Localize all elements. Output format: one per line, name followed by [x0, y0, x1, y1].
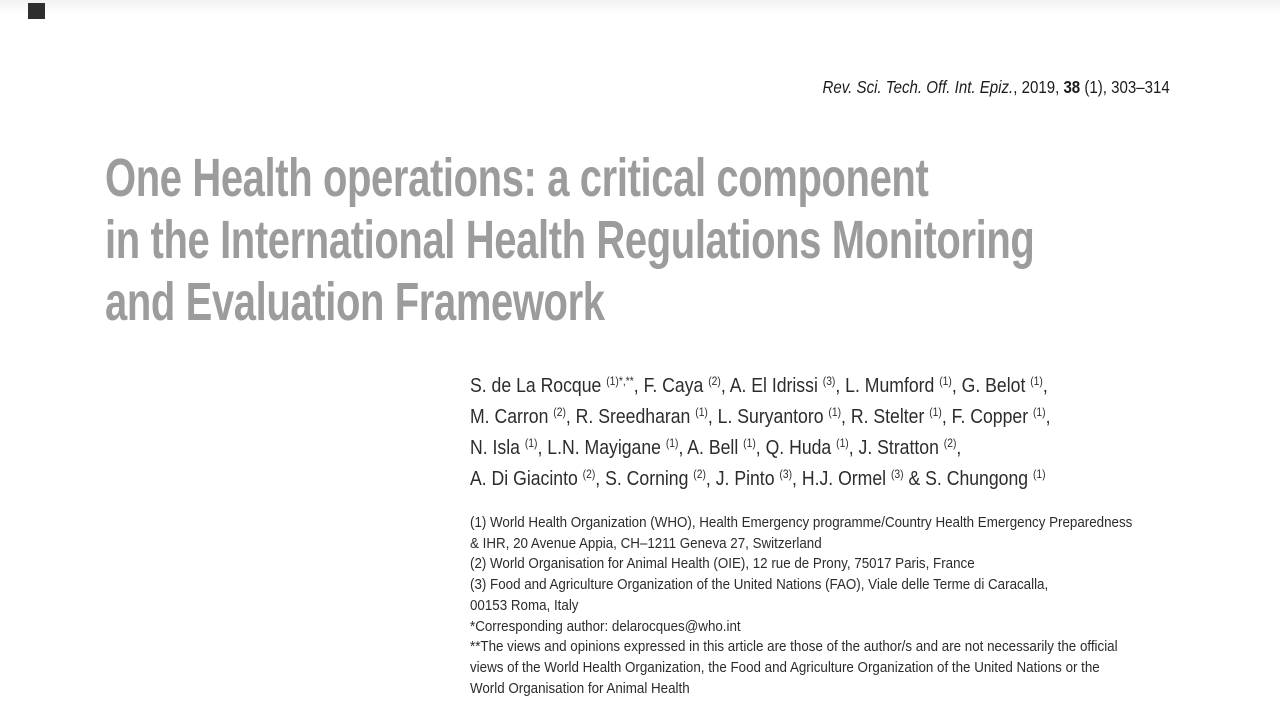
affiliation-superscript: (1)	[1032, 467, 1046, 481]
journal-citation-text	[823, 77, 1170, 98]
author-list-line: S. de La Rocque $^{(1)*,**}$, F. Caya $^{(2)}$, A. El Idrissi $^{(3)}$, L. Mumford $^{(1)}$, G. Belot $^{(1)}$,	[470, 374, 1048, 397]
affiliation-superscript: (2)	[693, 467, 706, 481]
affiliation-line: & IHR, 20 Avenue Appia, CH–1211 Geneva 27, Switzerland	[470, 534, 822, 552]
article-title	[105, 147, 1280, 333]
affiliation-superscript: (1)	[929, 405, 942, 419]
affiliation-superscript: (1)	[828, 405, 842, 419]
journal-citation	[766, 77, 1170, 98]
affiliation-superscript: (2)	[708, 374, 721, 388]
affiliation-superscript: (2)	[553, 405, 566, 419]
author-list	[470, 370, 1145, 494]
affiliation-line: (3) Food and Agriculture Organization of the United Nations (FAO), Viale delle Terme di Caracalla,	[470, 576, 1049, 594]
affiliation-superscript: (1)	[1032, 405, 1046, 419]
affiliation-superscript: (1)*,**	[606, 374, 634, 388]
affiliation-superscript: (1)	[743, 436, 756, 450]
affiliation-line: (1) World Health Organization (WHO), Health Emergency programme/Country Health Emergency Preparedness	[470, 514, 1133, 531]
affiliation-line: views of the World Health Organization, the Food and Agriculture Organization of the United Nations or the	[470, 658, 1100, 676]
affiliation-superscript: (1)	[1030, 374, 1043, 388]
affiliation-superscript: (3)	[779, 467, 793, 481]
citation-issue-pages: (1), 303–314	[1080, 77, 1170, 97]
affiliation-superscript: (1)	[836, 436, 849, 450]
citation-year: , 2019,	[1013, 77, 1064, 97]
affiliation-superscript: (1)	[695, 405, 708, 419]
affiliation-superscript: (3)	[822, 374, 836, 388]
article-title-line: One Health operations: a critical component	[105, 148, 929, 208]
affiliation-superscript: (1)	[665, 436, 679, 450]
affiliation-line: *Corresponding author: delarocques@who.int	[470, 617, 741, 635]
article-title-line: in the International Health Regulations Monitoring	[105, 210, 1035, 270]
author-list-line: M. Carron $^{(2)}$, R. Sreedharan $^{(1)}$, L. Suryantoro $^{(1)}$, R. Stelter $^{(1)}$, F. Copper $^{(1)}$,	[470, 405, 1051, 428]
affiliation-line: 00153 Roma, Italy	[470, 596, 579, 614]
author-list-line: A. Di Giacinto $^{(2)}$, S. Corning $^{(2)}$, J. Pinto $^{(3)}$, H.J. Ormel $^{(3)}$ & S. Chungong $^{(1)}$	[470, 467, 1046, 490]
affiliation-superscript: (1)	[524, 436, 538, 450]
author-list-line: N. Isla $^{(1)}$, L.N. Mayigane $^{(1)}$, A. Bell $^{(1)}$, Q. Huda $^{(1)}$, J. Stratton $^{(2)}$,	[470, 436, 962, 459]
journal-name: Rev. Sci. Tech. Off. Int. Epiz.	[822, 77, 1014, 97]
affiliation-superscript: (1)	[939, 374, 952, 388]
citation-volume: 38	[1063, 77, 1081, 97]
affiliation-superscript: (2)	[943, 436, 957, 450]
affiliation-line: (2) World Organisation for Animal Health (OIE), 12 rue de Prony, 75017 Paris, France	[470, 555, 975, 573]
page-top-shadow	[0, 0, 1280, 15]
article-title-line: and Evaluation Framework	[105, 272, 605, 332]
affiliation-superscript: (3)	[890, 467, 904, 481]
affiliation-line: World Organisation for Animal Health	[470, 679, 690, 697]
affiliation-line: **The views and opinions expressed in this article are those of the author/s and are not necessarily the official	[470, 638, 1118, 656]
affiliations-and-notes	[470, 513, 1223, 699]
affiliation-superscript: (2)	[582, 467, 596, 481]
corner-artifact-square	[28, 3, 45, 19]
